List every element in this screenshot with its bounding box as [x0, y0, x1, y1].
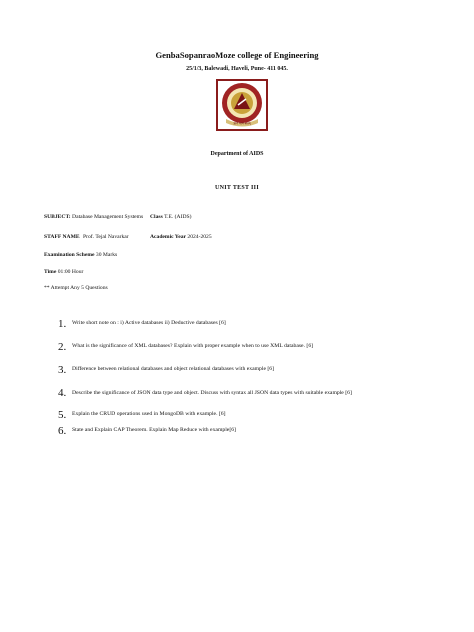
instruction-text: ** Attempt Any 5 Questions: [44, 285, 108, 291]
staff-label: STAFF NAME: [44, 234, 80, 240]
test-title: UNIT TEST III: [215, 185, 259, 191]
question-item: [58, 383, 66, 401]
question-number: 4.: [58, 387, 67, 399]
question-item: [58, 314, 66, 332]
department-name: Department of AIDS: [210, 151, 264, 157]
question-number: 1.: [58, 318, 67, 330]
question-text: What is the significance of XML databases? Explain with proper example when to use XML database. [6]: [72, 343, 314, 349]
scheme-value: 30 Marks: [95, 252, 118, 258]
question-number: 2.: [58, 341, 67, 353]
college-name: GenbaSopanraoMoze college of Engineering: [155, 50, 319, 60]
question-text: Difference between relational databases and object relational databases with example [6]: [72, 366, 275, 372]
question-text: Explain the CRUD operations used in MongoDB with example. [6]: [72, 411, 226, 417]
college-logo: [216, 79, 268, 131]
question-number: 3.: [58, 364, 67, 376]
scheme-row: [44, 252, 117, 258]
subject-row: [44, 214, 143, 220]
class-row: [150, 214, 191, 220]
scheme-label: Examination Scheme: [44, 252, 95, 258]
question-text: State and Explain CAP Theorem. Explain Map Reduce with example[6]: [72, 427, 236, 433]
class-value: T.E. (AIDS): [164, 214, 192, 220]
year-label: Academic Year: [150, 234, 186, 240]
question-item: [58, 360, 66, 378]
question-item: [58, 421, 66, 439]
subject-value: Database Management Systems: [72, 214, 144, 220]
year-row: [150, 234, 212, 240]
question-text: Write short note on : i) Active databases ii) Deductive databases [6]: [72, 320, 226, 326]
time-row: [44, 269, 83, 275]
question-item: [58, 337, 66, 355]
time-value: 01:00 Hour: [57, 269, 84, 275]
staff-value: Prof. Tejal Navarkar: [83, 234, 129, 240]
college-address: 25/1/3, Balewadi, Haveli, Pune- 411 045.: [186, 66, 288, 72]
time-label: Time: [44, 269, 57, 275]
logo-motto: ज्ञानं परमं बलम्: [233, 121, 251, 126]
class-label: Class: [150, 214, 163, 220]
staff-row: [44, 234, 129, 240]
question-number: 5.: [58, 409, 67, 421]
question-number: 6.: [58, 425, 67, 437]
question-text: Describe the significance of JSON data type and object. Discuss with syntax all JSON data types with suitable example [6]: [72, 390, 352, 396]
subject-label: SUBJECT:: [44, 214, 71, 220]
year-value: 2024-2025: [187, 234, 212, 240]
